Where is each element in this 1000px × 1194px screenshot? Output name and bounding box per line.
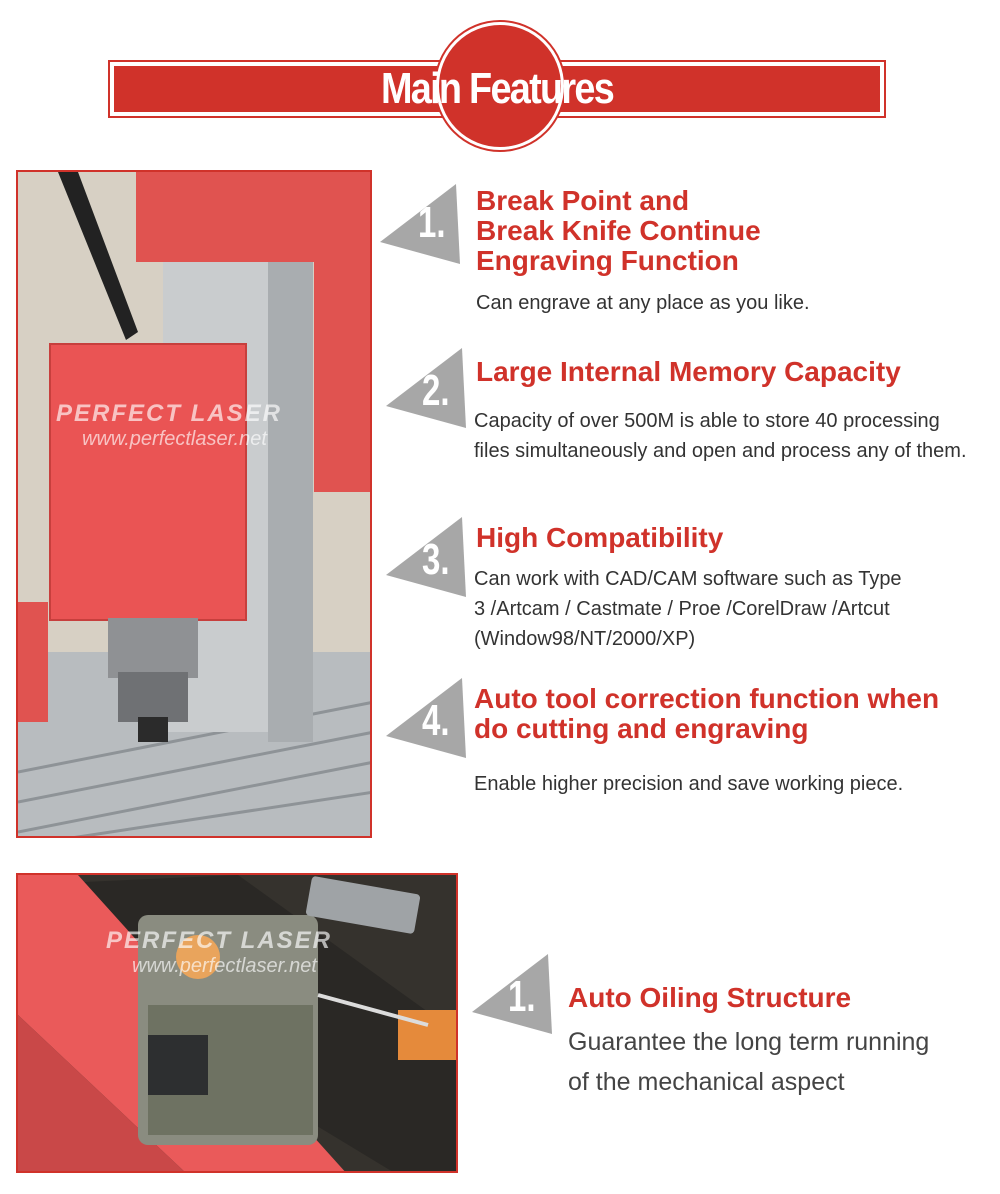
oiling-illustration [18,875,458,1173]
number-badge-4: 4. [386,678,472,758]
feature-2-description: Capacity of over 500M is able to store 40 processing files simultaneously and open and process any of them. [474,410,967,462]
feature-4-title: Auto tool correction function when do cutting and engraving [474,683,940,744]
feature-2-title: Large Internal Memory Capacity [476,356,901,387]
spindle-photo [16,170,372,838]
number-badge-3: 3. [386,517,472,597]
feature-3-title: High Compatibility [476,522,724,553]
feature-1-title: Break Point and Break Knife Continue Engraving Function [476,185,761,276]
oiling-description: Guarantee the long term running of the mechanical aspect [568,1028,930,1096]
watermark-brand-2: PERFECT LASER [106,927,333,954]
feature-3-description: Can work with CAD/CAM software such as Type 3 /Artcam / Castmate / Proe /CorelDraw /Artcut (Window98/NT/2000/XP) [474,568,902,650]
page-title: Main Features [380,64,614,113]
number-badge-2: 2. [386,348,472,428]
oiling-photo [16,873,458,1173]
spindle-illustration [18,172,372,838]
watermark-brand: PERFECT LASER [56,400,283,427]
watermark-url: www.perfectlaser.net [82,428,267,450]
oiling-title: Auto Oiling Structure [568,982,852,1013]
watermark-url-2: www.perfectlaser.net [132,955,317,977]
feature-1-description: Can engrave at any place as you like. [476,292,810,314]
number-badge-oiling: 1. [472,954,558,1034]
feature-4-description: Enable higher precision and save working piece. [474,773,904,795]
number-badge-1: 1. [380,184,466,264]
